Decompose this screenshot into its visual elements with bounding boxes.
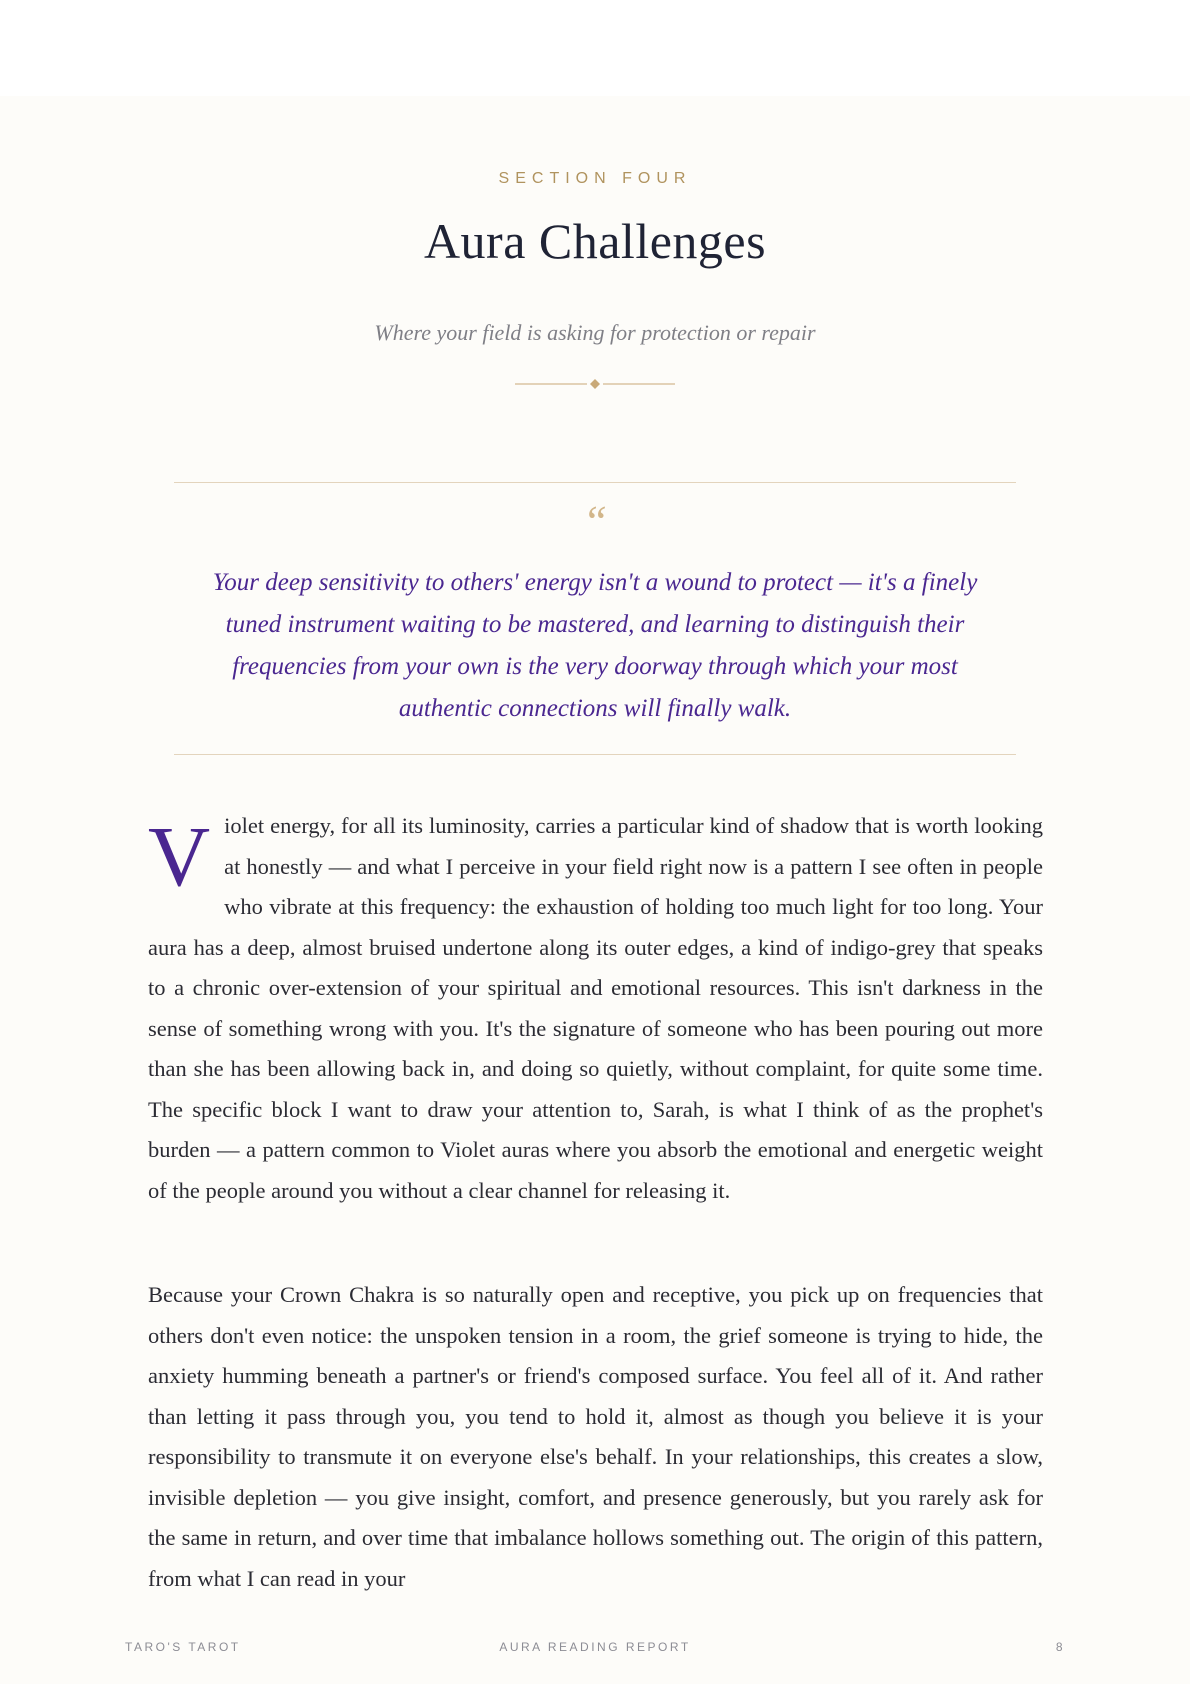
divider-ornament-icon <box>515 378 675 390</box>
paragraph-1-text: iolet energy, for all its luminosity, carries a particular kind of shadow that is worth looking at honestly — and what I perceive in your field right now is a pattern I see often in people who vibrate at this frequency: the exhaustion of holding too much light for too long. Your aura has a deep, almost bruised undertone along its outer edges, a kind of indigo-grey that speaks to a chronic over-extension of your spiritual and emotional resources. This isn't darkness in the sense of something wrong with you. It's the signature of someone who has been pouring out more than she has been allowing back in, and doing so quietly, without complaint, for quite some time. The specific block I want to draw your attention to, Sarah, is what I think of as the prophet's burden — a pattern common to Violet auras where you absorb the emotional and energetic weight of the people around you without a clear channel for releasing it. <box>148 813 1043 1203</box>
body-paragraph-1 <box>148 806 1043 1211</box>
quote-rule-bottom <box>174 754 1016 755</box>
body-paragraph-2: Because your Crown Chakra is so naturally open and receptive, you pick up on frequencies that others don't even notice: the unspoken tension in a room, the grief someone is trying to hide, the anxiety humming beneath a partner's or friend's composed surface. You feel all of it. And rather than letting it pass through you, you tend to hold it, almost as though you believe it is your responsibility to transmute it on everyone else's behalf. In your relationships, this creates a slow, invisible depletion — you give insight, comfort, and presence generously, but you rarely ask for the same in return, and over time that imbalance hollows something out. The origin of this pattern, from what I can read in your <box>148 1282 1043 1591</box>
page-title: Aura Challenges <box>423 213 767 269</box>
footer-brand: TARO'S TAROT <box>125 1640 241 1654</box>
page-subtitle: Where your field is asking for protection or repair <box>374 320 816 345</box>
quote-rule-top <box>174 482 1016 483</box>
pull-quote: Your deep sensitivity to others' energy isn't a wound to protect — it's a finely tuned instrument waiting to be mastered, and learning to distinguish their frequencies from your own is the very doorway through which your most authentic connections will finally walk. <box>212 569 978 722</box>
section-kicker: SECTION FOUR <box>498 170 692 187</box>
footer-page-number: 8 <box>1055 1640 1065 1654</box>
quote-mark-icon: “ <box>582 497 608 546</box>
page-footer <box>0 1640 1190 1660</box>
drop-cap: V <box>148 808 211 904</box>
footer-report-title: AURA READING REPORT <box>499 1640 691 1654</box>
